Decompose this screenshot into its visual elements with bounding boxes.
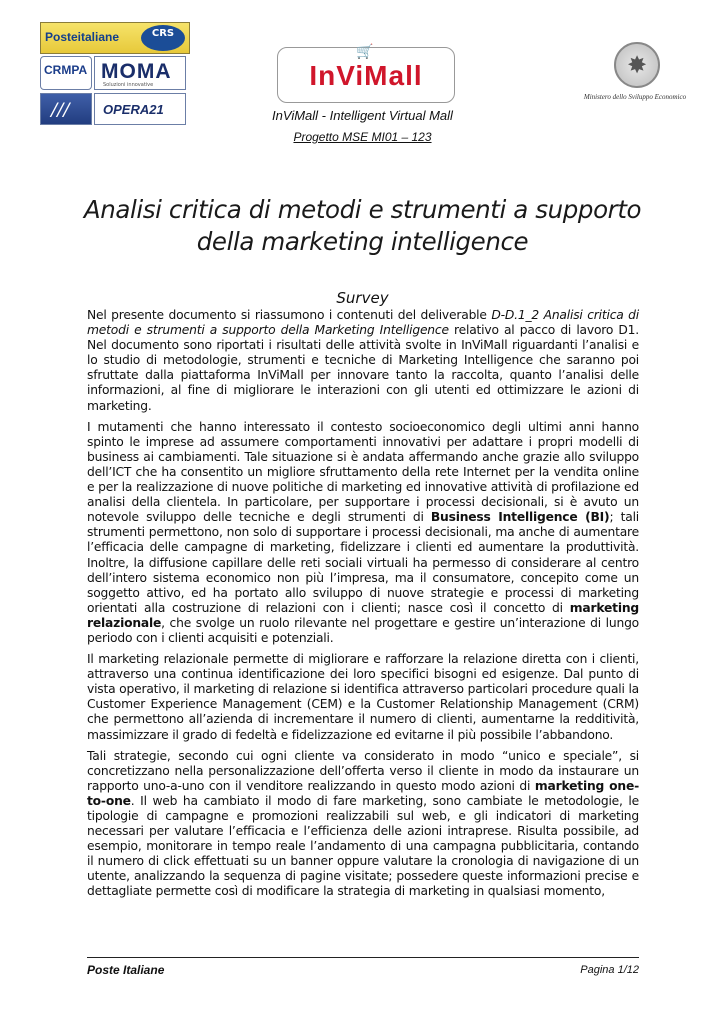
crmpa-logo-text: CRMPA <box>44 63 88 77</box>
paragraph-1-text-a: Nel presente documento si riassumono i contenuti del deliverable <box>87 308 492 322</box>
crmpa-logo <box>40 56 92 90</box>
project-code: Progetto MSE MI01 – 123 <box>293 130 432 144</box>
document-title <box>60 194 665 258</box>
page-number: Pagina 1/12 <box>580 964 639 976</box>
moma-logo <box>94 56 186 90</box>
poste-italiane-crs-logo <box>40 22 190 54</box>
opera21-logo-text: OPERA21 <box>103 102 164 117</box>
invimall-logo-text: InViMall <box>309 60 423 91</box>
ministry-signature: Ministero dello Sviluppo Economico <box>583 93 687 101</box>
paragraph-4 <box>87 749 639 900</box>
title-line-2: della marketing intelligence <box>196 227 529 256</box>
paragraph-1 <box>87 308 639 414</box>
paragraph-2-text-a: I mutamenti che hanno interessato il contesto socioeconomico degli ultimi anni hanno spinto le imprese ad assumere comportamenti innovativi per adattare i propri modelli di business ai cambiamenti. Tale situazione si è andata affermando anche grazie allo sviluppo dell’ICT che ha consentito un migliore sfruttamento della rete Internet per la vendita online e per la realizzazione di nuove politiche di marketing ed innovative attività di profilazione ed analisi della clientela. In particolare, per supportare i processi decisionali, si è avuto un notevole sviluppo delle tecniche e degli strumenti di <box>87 419 639 525</box>
footer-divider <box>87 957 639 958</box>
paragraph-4-text-a: Tali strategie, secondo cui ogni cliente va considerato in modo “unico e speciale”, si concretizzano nella personalizzazione dell’offerta verso il cliente in modo da instaurare un rapporto uno-a-uno con il venditore realizzando in questo modo azioni di <box>87 748 639 793</box>
paragraph-2 <box>87 420 639 646</box>
section-heading: Survey <box>336 289 389 307</box>
bold-term-marketing-one-to-one: marketing one-to-one <box>87 778 639 808</box>
document-body <box>87 308 639 906</box>
paragraph-1-text-b: relativo al pacco di lavoro D1. Nel documento sono riportati i risultati delle attività svolte in InViMall riguardanti l’analisi e lo studio di metodologie, strumenti e tecniche di Marketing Intelligence che saranno poi sfruttate dalla piattaforma InViMall per innovare tanto la raccolta, quanto l’analisi delle informazioni, al fine di migliorare le interazioni con gli utenti ed ottimizzare le azioni di marketing. <box>87 323 640 413</box>
deliverable-reference: D-D.1_2 Analisi critica di metodi e strumenti a supporto della Marketing Intelligence <box>87 308 639 338</box>
paragraph-2-text-b: ; tali strumenti permettono, non solo di supportare i processi decisionali, ma anche di aumentare l’efficacia delle campagne di marketing, fidelizzare i clienti ed aumentare la produttività. Inoltre, la diffusione capillare delle reti sociali virtuali ha permesso di considerare al centro dell’intero sistema economico non più l’impresa, ma il consumatore, concepito come un soggetto attivo, ed ha portato allo sviluppo di nuove strategie e processi di marketing orientati alla costruzione di relazioni con i clienti; nasce così il concetto di <box>87 510 639 615</box>
crs-logo: CRS <box>141 25 185 51</box>
bold-term-business-intelligence: Business Intelligence (BI) <box>430 510 610 525</box>
project-name: InViMall - Intelligent Virtual Mall <box>272 108 453 123</box>
moma-tagline: Soluzioni innovative <box>103 82 154 88</box>
bold-term-marketing-relazionale: marketing relazionale <box>87 600 639 630</box>
italian-republic-emblem-icon: ✸ <box>614 42 660 88</box>
invimall-logo <box>277 44 455 103</box>
paragraph-2-text-c: , che svolge un ruolo rilevante nel progettare e gestire un’interazione di lungo periodo con i clienti acquisiti e potenziali. <box>87 615 639 645</box>
footer-organization: Poste Italiane <box>87 963 165 977</box>
paragraph-4-text-b: . Il web ha cambiato il modo di fare marketing, sono cambiate le metodologie, le tipologie di campagne e promozioni realizzabili sul web, e gli indicatori di marketing necessari per valutare l’efficacia e l’efficienza delle azioni intraprese. Risulta possibile, ad esempio, monitorare in tempo reale l’andamento di una campagna pubblicitaria, contando il numero di click effettuati su un banner oppure valutare la cronologia di navigazione di un utente, analizzando la sequenza di pagine visitate; possedere queste informazioni precise e dettagliate permette così di modificare la strategia di marketing in qualsiasi momento, <box>87 793 639 899</box>
shopping-cart-icon: 🛒 <box>356 44 374 60</box>
moma-logo-text: MOMA <box>101 60 172 83</box>
title-line-1: Analisi critica di metodi e strumenti a supporto <box>83 195 642 224</box>
paragraph-3: Il marketing relazionale permette di migliorare e rafforzare la relazione diretta con i clienti, attraverso una continua identificazione dei loro specifici bisogni ed esigenze. Dal punto di vista operativo, il marketing di relazione si identifica attraverso particolari procedure quali la Customer Experience Management (CEM) e la Customer Relationship Management (CRM) che permettono all’azienda di incrementare il numero di clienti, aumentarne la redditività, massimizzare il grado di fedeltà e fidelizzazione ed evitarne il più possibile l’abbandono. <box>87 652 639 742</box>
poste-italiane-logo-text: Posteitaliane <box>45 30 120 44</box>
politecnico-logo-icon: /// <box>40 93 92 125</box>
